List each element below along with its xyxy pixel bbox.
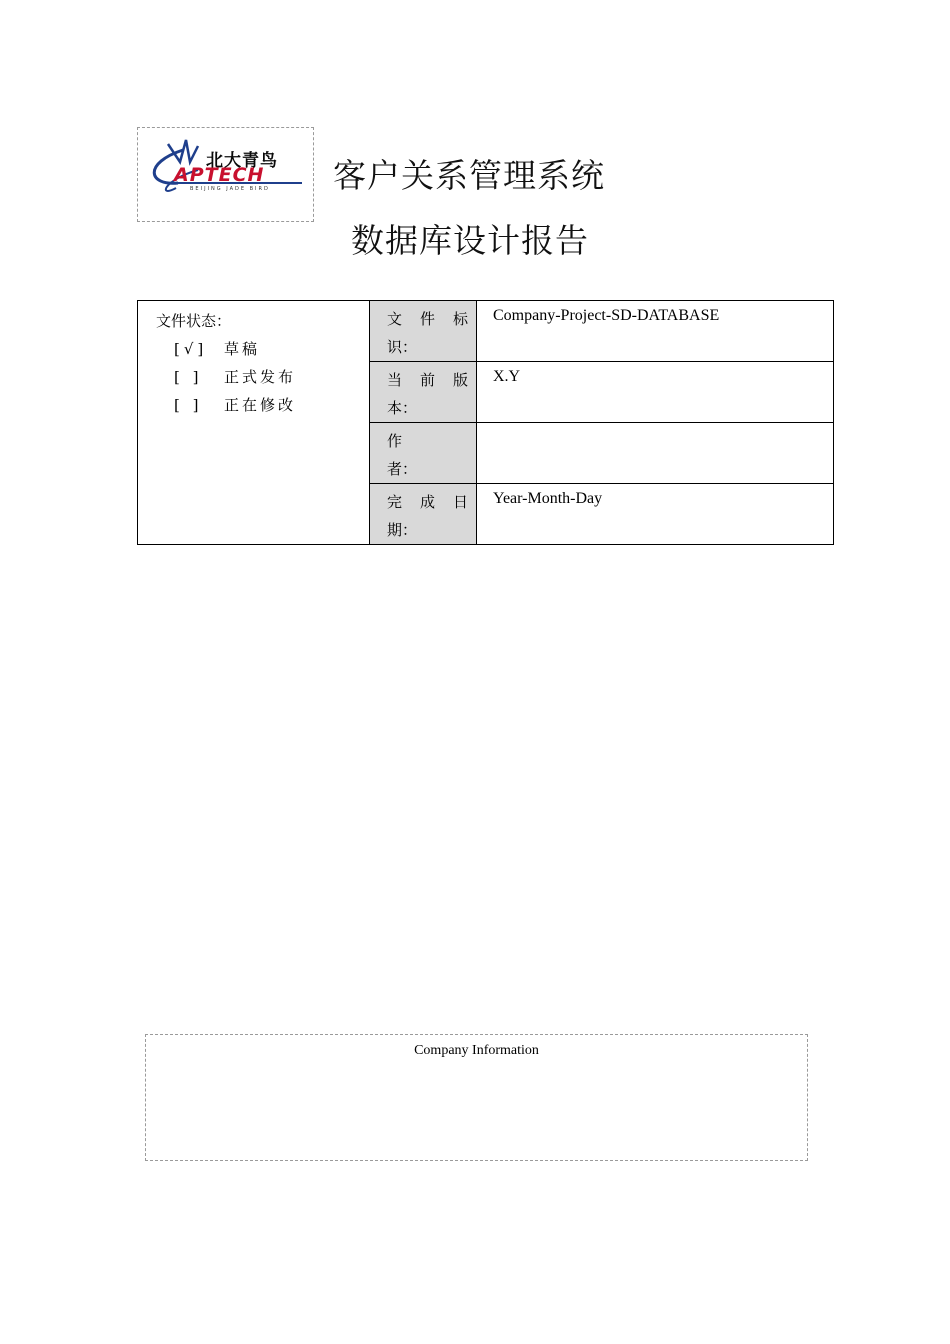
file-status-cell xyxy=(138,301,370,545)
status-option-revising[interactable] xyxy=(156,391,369,419)
status-option-label: 草稿 xyxy=(224,340,261,358)
company-logo xyxy=(137,127,314,222)
status-option-released[interactable] xyxy=(156,363,369,391)
logo-subtitle: BEIJING JADE BIRD xyxy=(190,186,270,192)
document-title: 客户关系管理系统 xyxy=(333,156,605,195)
document-subtitle: 数据库设计报告 xyxy=(351,221,589,260)
field-label-doc-id: 文 件 标 识： xyxy=(370,301,477,362)
field-label-author: 作 者： xyxy=(370,423,477,484)
document-info-table xyxy=(137,300,834,545)
company-info-box xyxy=(145,1034,808,1161)
status-option-label: 正在修改 xyxy=(224,396,297,414)
field-value-author xyxy=(477,423,834,484)
field-label-completion-date: 完 成 日 期： xyxy=(370,484,477,545)
field-value-completion-date: Year-Month-Day xyxy=(477,484,834,545)
field-value-version: X.Y xyxy=(477,362,834,423)
file-status-heading: 文件状态： xyxy=(156,312,232,330)
status-checkbox[interactable]: [ ] xyxy=(174,368,203,386)
logo-english-name: APTECH xyxy=(174,164,265,186)
status-option-draft[interactable] xyxy=(156,335,369,363)
status-checkbox[interactable]: [√] xyxy=(174,340,208,358)
field-label-version: 当 前 版 本： xyxy=(370,362,477,423)
field-value-doc-id: Company-Project-SD-DATABASE xyxy=(477,301,834,362)
status-option-label: 正式发布 xyxy=(224,368,297,386)
logo-chinese-name: 北大青鸟 xyxy=(206,151,278,171)
company-info-label: Company Information xyxy=(414,1043,539,1058)
status-checkbox[interactable]: [ ] xyxy=(174,396,203,414)
